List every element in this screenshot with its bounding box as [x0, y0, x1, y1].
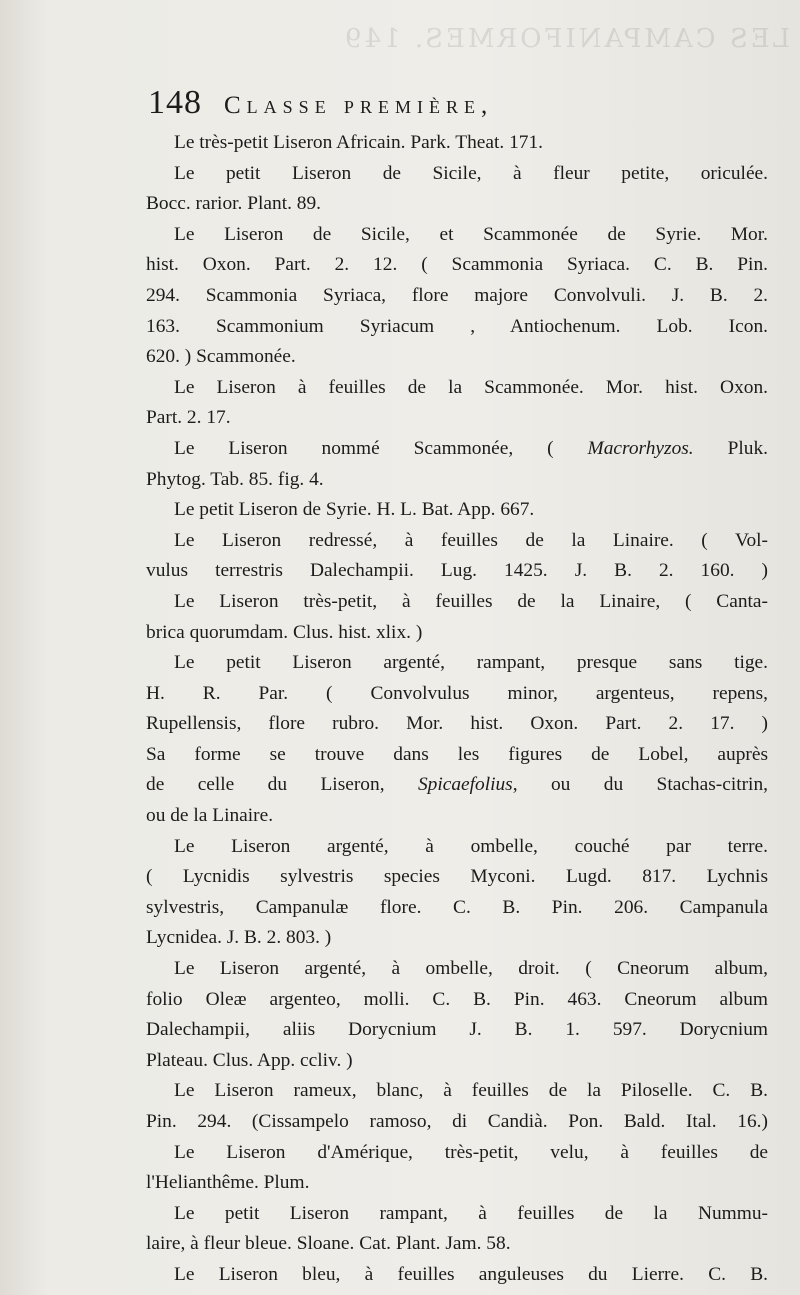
text-line: vulus terrestris Dalechampii. Lug. 1425. J. B. 2. 160. ) [146, 560, 768, 582]
text-line: brica quorumdam. Clus. hist. xlix. ) [146, 621, 423, 643]
text-line: ou de la Linaire. [146, 805, 274, 827]
text-line: Le très-petit Liseron Africain. Park. Theat. 171. [174, 132, 544, 153]
text-line: Le Liseron très-petit, à feuilles de la Linaire, ( Canta- [174, 590, 768, 612]
text-line: Sa forme se trouve dans les figures de Lobel, auprès [146, 743, 768, 765]
text-fragment: Pluk. [693, 437, 768, 459]
text-line: Le Liseron argenté, à ombelle, couché par terre. [174, 835, 768, 857]
text-line: Lycnidea. J. B. 2. 803. ) [146, 927, 332, 949]
text-line: Le petit Liseron rampant, à feuilles de la Nummu- [174, 1202, 768, 1224]
text-line: Bocc. rarior. Plant. 89. [146, 193, 322, 215]
text-line [146, 770, 768, 801]
text-line: Le petit Liseron argenté, rampant, presque sans tige. [174, 652, 768, 674]
text-line: Le Liseron de Sicile, et Scammonée de Syrie. Mor. [174, 223, 768, 245]
running-title: Classe première, [224, 92, 494, 119]
text-line [146, 434, 768, 465]
text-line: Dalechampii, aliis Dorycnium J. B. 1. 597. Dorycnium [146, 1019, 768, 1041]
text-fragment: Le Liseron nommé Scammonée, ( [174, 437, 588, 459]
text-line: folio Oleæ argenteo, molli. C. B. Pin. 463. Cneorum album [146, 988, 768, 1010]
text-line: hist. Oxon. Part. 2. 12. ( Scammonia Syriaca. C. B. Pin. [146, 254, 768, 276]
text-line: Le Liseron bleu, à feuilles anguleuses du Lierre. C. B. [174, 1263, 768, 1285]
text-line: l'Helianthême. Plum. [146, 1172, 310, 1194]
text-line: Le petit Liseron de Syrie. H. L. Bat. App. 667. [174, 499, 535, 521]
bleed-through-text: LES CAMPANIFORMES. 149 [341, 24, 790, 54]
text-line: Le Liseron argenté, à ombelle, droit. ( Cneorum album, [174, 958, 768, 980]
text-line: laire, à fleur bleue. Sloane. Cat. Plant. Jam. 58. [146, 1233, 511, 1255]
text-line: Le Liseron rameux, blanc, à feuilles de la Piloselle. C. B. [174, 1080, 768, 1102]
text-line: Pin. 294. (Cissampelo ramoso, di Candià. Pon. Bald. Ital. 16.) [146, 1111, 768, 1132]
text-line: Phytog. Tab. 85. fig. 4. [146, 468, 324, 490]
italic-term: Macrorhyzos. [587, 437, 694, 459]
page-header [148, 84, 768, 128]
text-line: sylvestris, Campanulæ flore. C. B. Pin. 206. Campanula [146, 896, 768, 918]
text-line: H. R. Par. ( Convolvulus minor, argenteus, repens, [146, 682, 768, 704]
text-line: Rupellensis, flore rubro. Mor. hist. Oxon. Part. 2. 17. ) [146, 713, 768, 735]
text-line: 163. Scammonium Syriacum , Antiochenum. Lob. Icon. [146, 315, 768, 337]
italic-term: Spicaefolius [417, 774, 513, 796]
text-line: Le Liseron redressé, à feuilles de la Linaire. ( Vol- [174, 529, 768, 551]
body-text [146, 128, 768, 1291]
text-line: 620. ) Scammonée. [146, 346, 296, 368]
text-line: Le Liseron d'Amérique, très-petit, velu, à feuilles de [174, 1141, 768, 1163]
text-line: Le Liseron à feuilles de la Scammonée. Mor. hist. Oxon. [174, 376, 768, 398]
text-fragment: , ou du Stachas-citrin, [512, 774, 768, 796]
text-line: Plateau. Clus. App. ccliv. ) [146, 1049, 353, 1071]
page-number: 148 [148, 84, 202, 121]
text-line: 294. Scammonia Syriaca, flore majore Convolvuli. J. B. 2. [146, 284, 768, 306]
text-line: ( Lycnidis sylvestris species Myconi. Lugd. 817. Lychnis [146, 866, 768, 888]
text-line: Le petit Liseron de Sicile, à fleur petite, oriculée. [174, 162, 768, 184]
text-line: Part. 2. 17. [146, 407, 231, 429]
text-fragment: de celle du Liseron, [146, 774, 418, 796]
